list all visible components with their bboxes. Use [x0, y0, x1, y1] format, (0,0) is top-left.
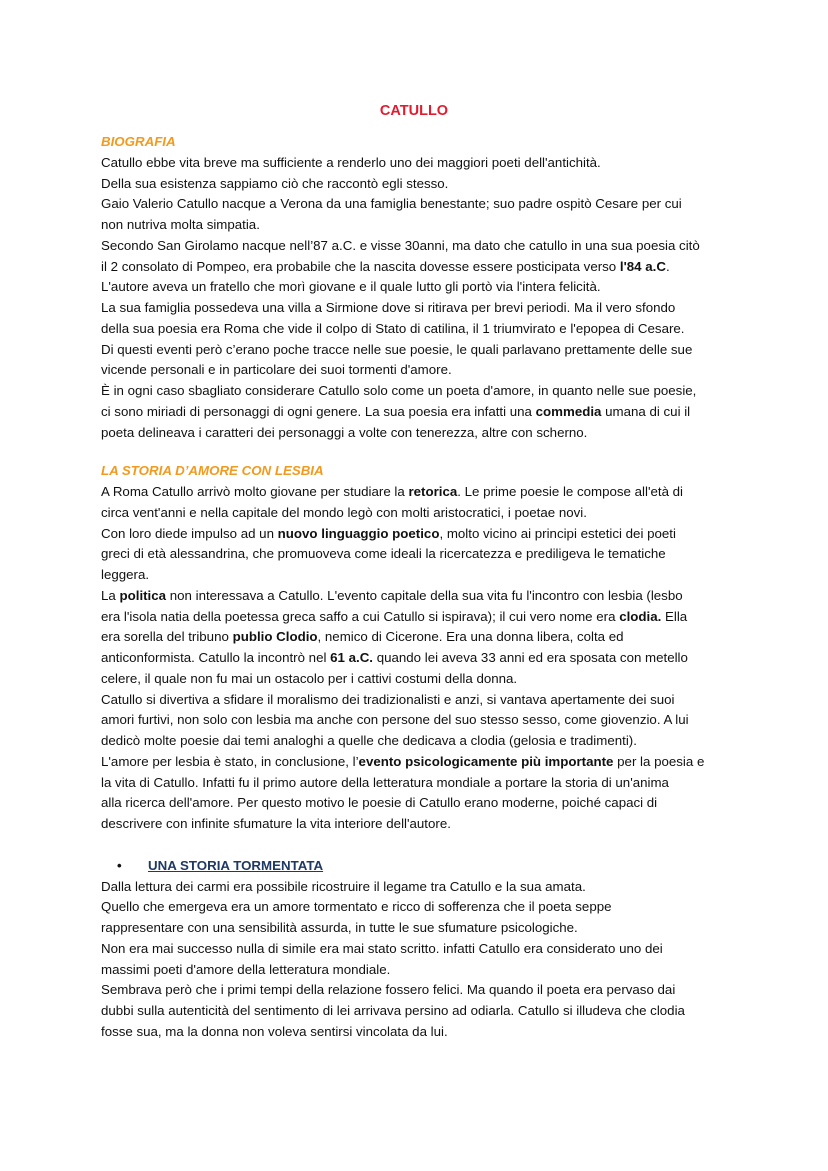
text-segment: L'amore per lesbia è stato, in conclusione, l’ [101, 753, 359, 769]
text-segment: celere, il quale non fu mai un ostacolo per i cattivi costumi della donna. [101, 670, 518, 686]
text-segment: , nemico di Cicerone. Era una donna libera, colta ed [317, 629, 624, 645]
text-line [101, 277, 741, 298]
text-segment: anticonformista. Catullo la incontrò nel [101, 650, 331, 665]
text-line [101, 980, 741, 1001]
text-line [101, 586, 741, 607]
text-segment: Catullo ebbe vita breve ma sufficiente a renderlo uno dei maggiori poeti dell'antichità. [101, 154, 601, 170]
text-segment: Di questi eventi però c’erano poche tracce nelle sue poesie, le quali parlavano prettamente delle sue [101, 341, 693, 357]
text-line [101, 669, 741, 690]
text-line [101, 423, 741, 444]
section-heading-text: LA STORIA D’AMORE CON LESBIA [101, 463, 324, 479]
text-line [101, 340, 741, 361]
bold-text: commedia [535, 403, 602, 419]
text-segment: alla ricerca dell'amore. Per questo motivo le poesie di Catullo erano moderne, poiché capaci di [101, 795, 658, 811]
text-segment: massimi poeti d'amore della letteratura mondiale. [101, 961, 391, 977]
text-segment: era sorella del tribuno [101, 629, 233, 645]
text-segment: , molto vicino ai principi estetici dei poeti [439, 525, 676, 541]
text-segment: descrivere con infinite sfumature la vita interiore dell'autore. [101, 816, 451, 831]
bullet-icon: • [117, 857, 122, 873]
section-heading-text: BIOGRAFIA [101, 134, 176, 149]
text-segment: non interessava a Catullo. L'evento capitale della sua vita fu l'incontro con lesbia (lesbo [166, 587, 683, 603]
text-line [101, 503, 741, 524]
bold-text: clodia. [619, 608, 662, 624]
text-segment: umana di cui il [601, 403, 691, 419]
text-line [101, 877, 741, 898]
bold-text: nuovo linguaggio poetico [277, 525, 440, 541]
text-segment: Catullo si divertiva a sfidare il moralismo dei tradizionalisti e anzi, si vantava apertamente dei suoi [101, 691, 675, 707]
text-line [101, 773, 741, 794]
text-segment: dedicò molte poesie dai temi analoghi a quelle che dedicava a clodia (gelosia e tradimenti). [101, 733, 637, 748]
text-segment: circa vent'anni e nella capitale del mondo legò con molti aristocratici, i poetae novi. [101, 504, 587, 520]
bold-text: 61 a.C. [330, 650, 373, 665]
text-line [101, 793, 741, 814]
document-title: CATULLO [379, 103, 449, 119]
text-segment: dubbi sulla autenticità del sentimento di lei arrivava persino ad odiarla. Catullo si illudeva che clodia [101, 1003, 685, 1018]
text-segment: È in ogni caso sbagliato considerare Catullo solo come un poeta d'amore, in quanto nelle sue poesie, [101, 383, 697, 398]
text-line [101, 1001, 741, 1022]
text-segment: Ella [661, 608, 688, 624]
text-segment: quando lei aveva 33 anni ed era sposata con metello [373, 650, 688, 665]
text-line [101, 960, 741, 981]
text-line [101, 814, 741, 835]
bold-text: politica [119, 587, 167, 603]
text-line [101, 710, 741, 731]
text-segment: per la poesia e [613, 753, 705, 769]
text-line [101, 524, 741, 545]
text-segment: A Roma Catullo arrivò molto giovane per studiare la [101, 484, 409, 499]
section-heading-text: UNA STORIA TORMENTATA [148, 857, 324, 873]
text-line [101, 648, 741, 669]
text-line [101, 565, 741, 586]
section-heading [101, 461, 741, 482]
text-segment: la vita di Catullo. Infatti fu il primo autore della letteratura mondiale a portare la storia di un'anima [101, 774, 669, 790]
document-body [101, 132, 741, 1043]
text-segment: non nutriva molta simpatia. [101, 217, 260, 232]
bold-text: l'84 a.C [619, 258, 666, 274]
bold-text: publio Clodio [232, 629, 318, 645]
text-segment: Non era mai successo nulla di simile era mai stato scritto. infatti Catullo era considerato uno dei [101, 940, 663, 956]
text-segment: poeta delineava i caratteri dei personaggi a volte con tenerezza, altre con scherno. [101, 424, 588, 440]
text-segment: leggera. [101, 567, 150, 582]
text-segment: vicende personali e in particolare dei suoi tormenti d'amore. [101, 362, 452, 378]
text-line [101, 360, 741, 381]
text-line [101, 319, 741, 340]
text-line [101, 257, 741, 278]
text-segment: La [101, 587, 120, 603]
text-segment: fosse sua, ma la donna non voleva sentirsi vincolata da lui. [101, 1023, 448, 1039]
text-line [101, 627, 741, 648]
text-segment: Della sua esistenza sappiamo ciò che raccontò egli stesso. [101, 175, 449, 191]
text-segment: Quello che emergeva era un amore tormentato e ricco di sofferenza che il poeta seppe [101, 899, 612, 915]
document-page [101, 101, 741, 1043]
bold-text: retorica [408, 484, 458, 499]
text-line [101, 939, 741, 960]
text-segment: Sembrava però che i primi tempi della relazione fossero felici. Ma quando il poeta era pervaso dai [101, 982, 676, 998]
bold-text: evento psicologicamente più importante [358, 753, 614, 769]
text-line [101, 381, 741, 402]
text-line [101, 731, 741, 752]
text-line [101, 1022, 741, 1043]
text-line [101, 482, 741, 503]
text-line [101, 194, 741, 215]
text-segment: Con loro diede impulso ad un [101, 525, 278, 541]
text-segment: Secondo San Girolamo nacque nell’87 a.C. e visse 30anni, ma dato che catullo in una sua poesia citò [101, 237, 700, 253]
text-line [101, 174, 741, 195]
text-segment: Dalla lettura dei carmi era possibile ricostruire il legame tra Catullo e la sua amata. [101, 878, 586, 894]
text-line [101, 153, 741, 174]
text-segment: il 2 consolato di Pompeo, era probabile che la nascita dovesse essere posticipata verso [101, 258, 620, 274]
text-line [101, 298, 741, 319]
text-line [101, 918, 741, 939]
text-segment: L'autore aveva un fratello che morì giovane e il quale lutto gli portò via l'intera felicità. [101, 279, 601, 295]
text-line [101, 402, 741, 423]
text-segment: rappresentare con una sensibilità assurda, in tutte le sue sfumature psicologiche. [101, 920, 578, 935]
text-segment: greci di età alessandrina, che promuoveva come ideali la ricercatezza e prediligeva le tematiche [101, 546, 666, 562]
text-line [101, 752, 741, 773]
text-segment: . Le prime poesie le compose all'età di [457, 484, 684, 499]
text-segment: . [665, 258, 670, 274]
text-segment: La sua famiglia possedeva una villa a Sirmione dove si ritirava per brevi periodi. Ma il vero sfondo [101, 300, 676, 315]
text-line [101, 690, 741, 711]
section-heading [101, 132, 741, 153]
text-segment: amori furtivi, non solo con lesbia ma anche con persone del suo stesso sesso, come giovenzio. A lui [101, 712, 689, 728]
section-heading [117, 856, 741, 877]
text-segment: della sua poesia era Roma che vide il colpo di Stato di catilina, il 1 triumvirato e l'epopea di Cesare. [101, 320, 685, 336]
text-line [101, 607, 741, 628]
text-segment: Gaio Valerio Catullo nacque a Verona da una famiglia benestante; suo padre ospitò Cesare per cui [101, 196, 682, 212]
text-segment: era l'isola natia della poetessa greca saffo a cui Catullo si ispirava); il cui vero nome era [101, 608, 620, 624]
text-line [101, 897, 741, 918]
text-segment: ci sono miriadi di personaggi di ogni genere. La sua poesia era infatti una [101, 403, 536, 419]
text-line [101, 544, 741, 565]
text-line [101, 236, 741, 257]
text-line [101, 215, 741, 236]
